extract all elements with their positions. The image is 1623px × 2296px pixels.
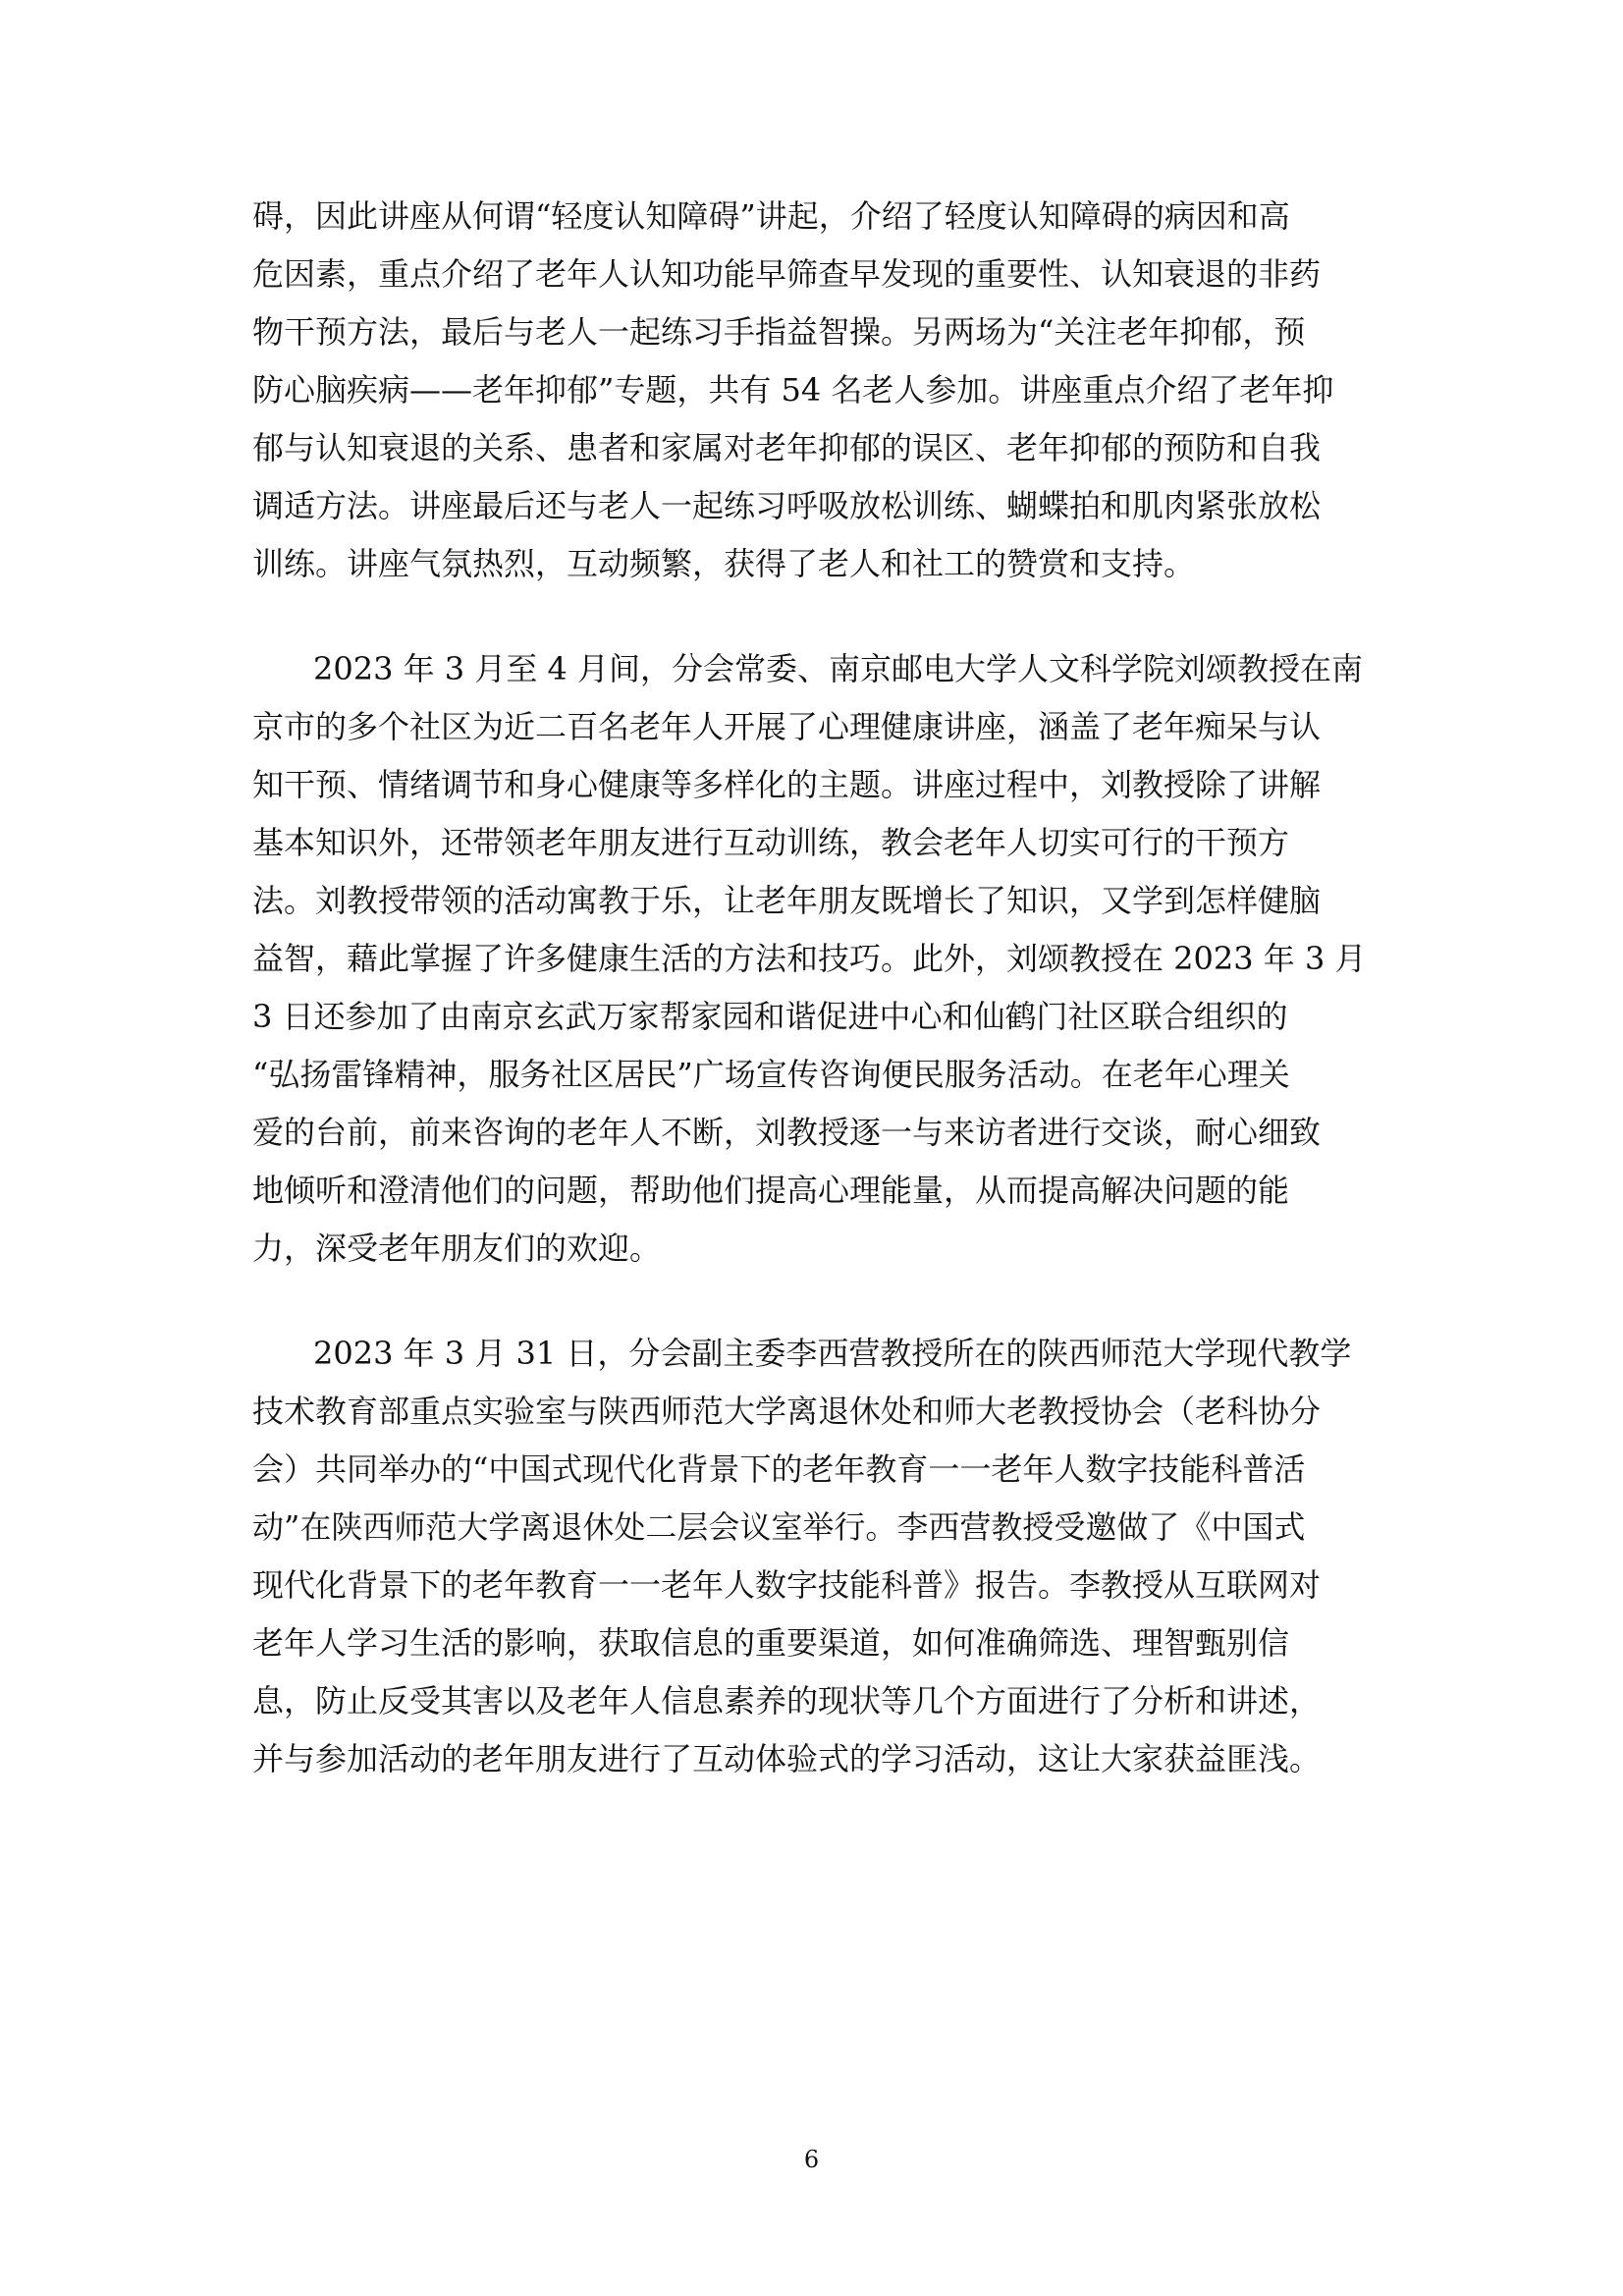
text-line: 益智，藉此掌握了许多健康生活的方法和技巧。此外，刘颂教授在 2023 年 3 月 xyxy=(252,940,1367,977)
text-line: 技术教育部重点实验室与陕西师范大学离退休处和师大老教授协会（老科协分 xyxy=(252,1393,1322,1430)
text-line: 法。刘教授带领的活动寓教于乐，让老年朋友既增长了知识，又学到怎样健脑 xyxy=(252,882,1322,919)
text-line: 防心脑疾病——老年抑郁”专题，共有 54 名老人参加。讲座重点介绍了老年抑 xyxy=(252,371,1334,409)
text-line: 知干预、情绪调节和身心健康等多样化的主题。讲座过程中，刘教授除了讲解 xyxy=(252,766,1322,803)
paragraph-2 xyxy=(252,640,1372,1278)
text-line: 碍，因此讲座从何谓“轻度认知障碍”讲起，介绍了轻度认知障碍的病因和高 xyxy=(252,197,1290,235)
paragraph-1 xyxy=(252,188,1372,593)
text-line: 物干预方法，最后与老人一起练习手指益智操。另两场为“关注老年抑郁，预 xyxy=(252,313,1306,351)
text-line: 力，深受老年朋友们的欢迎。 xyxy=(252,1230,662,1267)
text-line: 训练。讲座气氛热烈，互动频繁，获得了老人和社工的赞赏和支持。 xyxy=(252,545,1196,582)
text-line: 现代化背景下的老年教育一一老年人数字技能科普》报告。李教授从互联网对 xyxy=(252,1566,1322,1604)
text-line: 京市的多个社区为近二百名老年人开展了心理健康讲座，涵盖了老年痴呆与认 xyxy=(252,708,1322,745)
text-line: 郁与认知衰退的关系、患者和家属对老年抑郁的误区、老年抑郁的预防和自我 xyxy=(252,429,1322,466)
text-line: 地倾听和澄清他们的问题，帮助他们提高心理能量，从而提高解决问题的能 xyxy=(252,1172,1290,1209)
text-line: 2023 年 3 月至 4 月间，分会常委、南京邮电大学人文科学院刘颂教授在南 xyxy=(313,650,1364,687)
text-line: 基本知识外，还带领老年朋友进行互动训练，教会老年人切实可行的干预方 xyxy=(252,824,1290,861)
text-line: 调适方法。讲座最后还与老人一起练习呼吸放松训练、蝴蝶拍和肌肉紧张放松 xyxy=(252,487,1322,524)
paragraph-spacer xyxy=(252,593,1372,640)
text-line: 3 日还参加了由南京玄武万家帮家园和谐促进中心和仙鹤门社区联合组织的 xyxy=(252,998,1288,1035)
text-line: 息，防止反受其害以及老年人信息素养的现状等几个方面进行了分析和讲述， xyxy=(252,1682,1322,1720)
text-line: 会）共同举办的“中国式现代化背景下的老年教育一一老年人数字技能科普活 xyxy=(252,1450,1306,1488)
text-line: 爱的台前，前来咨询的老年人不断，刘教授逐一与来访者进行交谈，耐心细致 xyxy=(252,1114,1322,1151)
text-line: 老年人学习生活的影响，获取信息的重要渠道，如何准确筛选、理智甄别信 xyxy=(252,1624,1290,1662)
paragraph-spacer xyxy=(252,1278,1372,1325)
text-line: 动”在陕西师范大学离退休处二层会议室举行。李西营教授受邀做了《中国式 xyxy=(252,1508,1306,1546)
body-text xyxy=(252,188,1372,1788)
text-line: 并与参加活动的老年朋友进行了互动体验式的学习活动，这让大家获益匪浅。 xyxy=(252,1740,1322,1777)
text-line: “弘扬雷锋精神，服务社区居民”广场宣传咨询便民服务活动。在老年心理关 xyxy=(252,1056,1290,1093)
text-line: 危因素，重点介绍了老年人认知功能早筛查早发现的重要性、认知衰退的非药 xyxy=(252,255,1322,293)
paragraph-3 xyxy=(252,1325,1372,1788)
page-number: 6 xyxy=(803,2146,820,2173)
text-line: 2023 年 3 月 31 日，分会副主委李西营教授所在的陕西师范大学现代教学 xyxy=(313,1335,1352,1372)
